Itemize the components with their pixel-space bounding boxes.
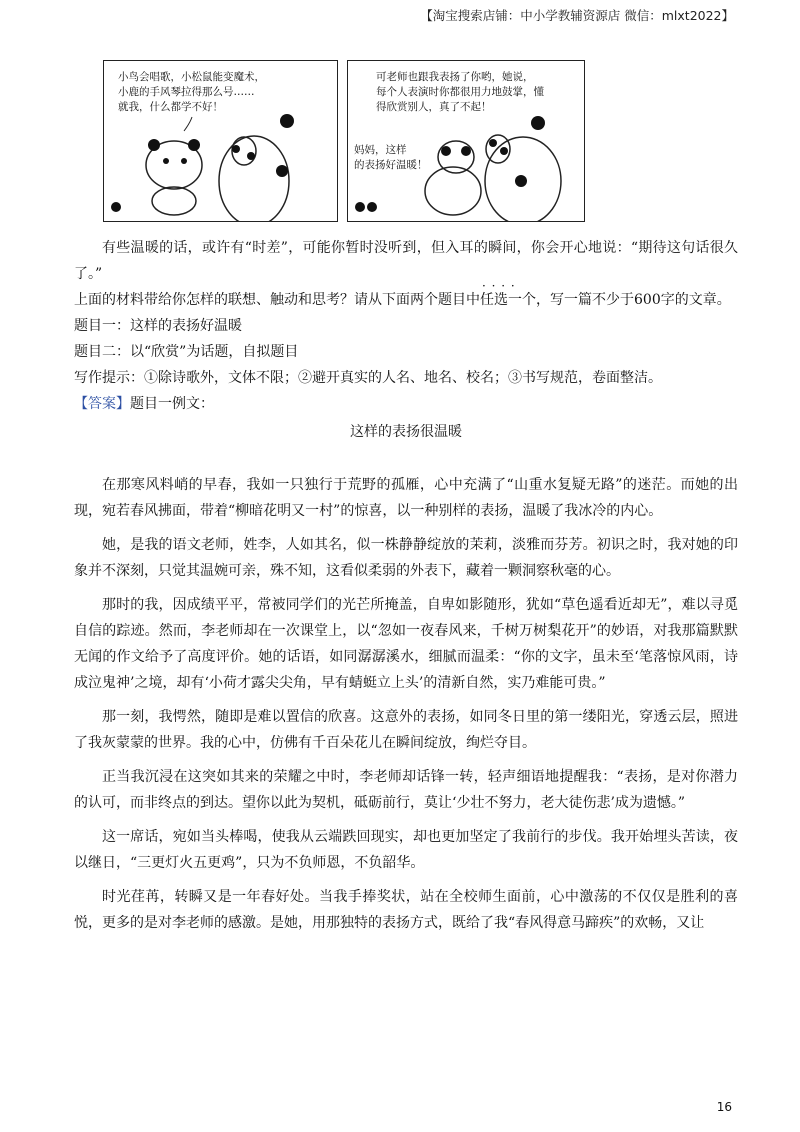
prompt-text-end: ，写一篇不少于600字的文章。 (536, 292, 731, 308)
comic-panel-1 (103, 60, 338, 222)
speech-bubble-mother (376, 70, 544, 115)
answer-label-text: 题目一例文： (130, 396, 214, 412)
bubble-line: 小鹿的手风琴拉得那么号…… (118, 86, 255, 98)
essay-paragraph: 她，是我的语文老师，姓李，人如其名，似一株静静绽放的茉莉，淡雅而芬芳。初识之时，我对她的印象并不深刻，只觉其温婉可亲，殊不知，这看似柔弱的外表下，藏着一颗洞察秋毫的心。 (74, 537, 738, 579)
essay-paragraph: 这一席话，宛如当头棒喝，使我从云端跌回现实，却也更加坚定了我前行的步伐。我开始埋头苦读，夜以继日，“三更灯火五更鸡”，只为不负师恩，不负韶华。 (74, 829, 738, 871)
speech-bubble-child (118, 70, 265, 115)
bubble-line: 妈妈，这样 (354, 144, 407, 156)
answer-tag: 【答案】 (74, 396, 130, 412)
essay-paragraph: 时光荏苒，转瞬又是一年春好处。当我手捧奖状，站在全校师生面前，心中激荡的不仅仅是胜利的喜悦，更多的是对李老师的感激。是她，用那独特的表扬方式，既给了我“春风得意马蹄疾”的欢畅，又让 (74, 889, 738, 931)
essay-paragraph: 在那寒风料峭的早春，我如一只独行于荒野的孤雁，心中充满了“山重水复疑无路”的迷茫。而她的出现，宛若春风拂面，带着“柳暗花明又一村”的惊喜，以一种别样的表扬，温暖了我冰冷的内心。 (74, 477, 738, 519)
topic-one: 题目一：这样的表扬好温暖 (74, 318, 242, 334)
writing-tips: 写作提示：①除诗歌外，文体不限；②避开真实的人名、地名、校名；③书写规范，卷面整洁。 (74, 370, 662, 386)
material-block (74, 235, 738, 445)
essay-paragraph: 那时的我，因成绩平平，常被同学们的光芒所掩盖，自卑如影随形，犹如“草色遥看近却无”，难以寻觅自信的踪迹。然而，李老师却在一次课堂上，以“忽如一夜春风来，千树万树梨花开”的妙语，对我那篇默默无闻的作文给予了高度评价。她的话语，如同潺潺溪水，细腻而温柔：“你的文字，虽未至‘笔落惊风雨，诗成泣鬼神’之境，却有‘小荷才露尖尖角，早有蜻蜓立上头’的清新自然，实乃难能可贵。” (74, 597, 738, 691)
material-line: 有些温暖的话，或许有“时差”，可能你暂时没听到，但入耳的瞬间，你会开心地说：“期待这句话很久了。” (74, 240, 738, 282)
bubble-line: 就我，什么都学不好！ (118, 101, 223, 113)
bubble-line: 可老师也跟我表扬了你哟，她说， (376, 71, 534, 83)
page-number: 16 (716, 1100, 732, 1114)
bubble-line: 小鸟会唱歌，小松鼠能变魔术， (118, 71, 265, 83)
topic-two: 题目二：以“欣赏”为话题，自拟题目 (74, 344, 299, 360)
comic-panel-2 (347, 60, 585, 222)
essay-paragraph: 那一刻，我愕然，随即是难以置信的欣喜。这意外的表扬，如同冬日里的第一缕阳光，穿透云层，照进了我灰蒙蒙的世界。我的心中，仿佛有千百朵花儿在瞬间绽放，绚烂夺目。 (74, 709, 738, 751)
bubble-line: 的表扬好温暖！ (354, 159, 428, 171)
prompt-text: 上面的材料带给你怎样的联想、触动和思考？请从下面两个题目中 (74, 292, 480, 308)
bubble-line: 得欣赏别人，真了不起！ (376, 101, 492, 113)
speech-bubble-child-2 (354, 143, 428, 173)
page-header: 【淘宝搜索店铺：中小学教辅资源店 微信：mlxt2022】 (420, 8, 734, 23)
prompt-emphasis: · · 任选一个 (480, 287, 536, 313)
essay-paragraph: 正当我沉浸在这突如其来的荣耀之中时，李老师却话锋一转，轻声细语地提醒我：“表扬，是对你潜力的认可，而非终点的到达。望你以此为契机，砥砺前行，莫让‘少壮不努力，老大徒伤悲’成为遗憾。” (74, 769, 738, 811)
essay-title: 这样的表扬很温暖 (350, 424, 462, 440)
bubble-line: 每个人表演时你都很用力地鼓掌，懂 (376, 86, 544, 98)
writing-prompt (74, 287, 738, 313)
answer-label (74, 391, 738, 417)
essay-body (74, 472, 738, 936)
